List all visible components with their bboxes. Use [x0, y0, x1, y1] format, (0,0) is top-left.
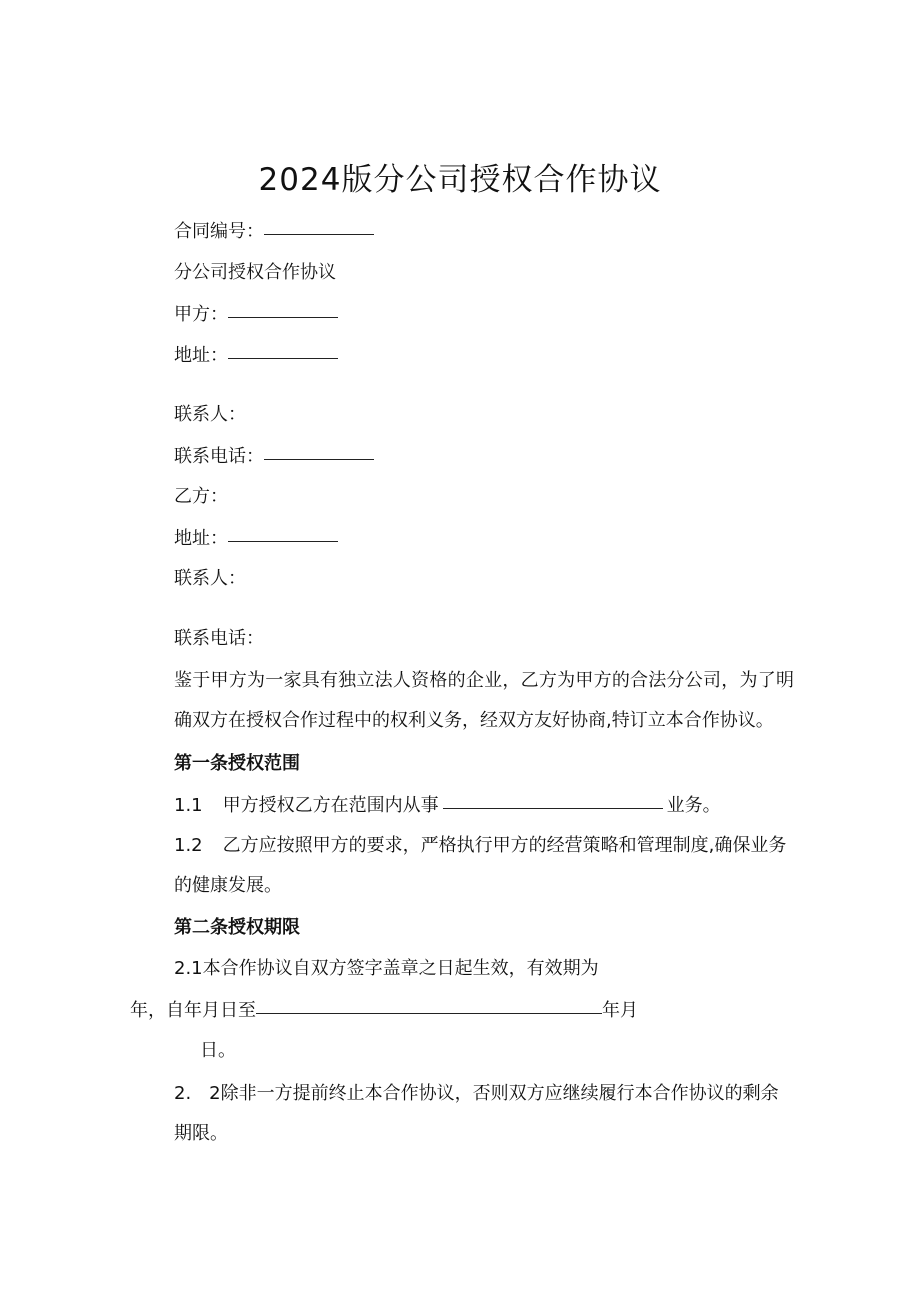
party-b-phone-label: 联系电话： — [174, 628, 264, 649]
party-b-contact-label: 联系人： — [174, 568, 246, 589]
party-a-phone-line — [174, 443, 374, 470]
clause-1-1-text-b: 业务。 — [666, 795, 721, 816]
party-a-line — [174, 301, 338, 328]
party-b-label: 乙方： — [174, 486, 228, 507]
business-scope-blank[interactable] — [443, 790, 663, 809]
clause-2-1-line1: 2.1本合作协议自双方签字盖章之日起生效，有效期为 — [174, 958, 599, 979]
clause-2-1-line3: 日。 — [200, 1040, 236, 1061]
clause-1-2-number: 1.2 — [174, 835, 203, 856]
agreement-subtitle: 分公司授权合作协议 — [174, 262, 336, 283]
article2-heading: 第二条授权期限 — [174, 917, 300, 938]
party-a-blank[interactable] — [228, 299, 338, 318]
party-b-address-line — [174, 525, 338, 552]
clause-2-1-line2 — [130, 997, 638, 1024]
clause-1-1 — [174, 792, 721, 819]
clause-1-2 — [174, 826, 794, 906]
end-date-blank[interactable] — [256, 995, 602, 1014]
contract-number-blank[interactable] — [264, 216, 374, 235]
party-a-address-line — [174, 342, 338, 369]
clause-2-1-text-a: 年，自年月日至 — [130, 1000, 256, 1021]
clause-2-2: 2. 2除非一方提前终止本合作协议，否则双方应继续履行本合作协议的剩余期限。 — [174, 1083, 779, 1144]
clause-1-1-number: 1.1 — [174, 795, 203, 816]
party-b-address-blank[interactable] — [228, 523, 338, 542]
party-a-phone-label: 联系电话： — [174, 446, 264, 467]
clause-1-2-text: 乙方应按照甲方的要求，严格执行甲方的经营策略和管理制度,确保业务的健康发展。 — [174, 835, 787, 896]
clause-1-1-text-a: 甲方授权乙方在范围内从事 — [222, 795, 439, 816]
party-a-phone-blank[interactable] — [264, 441, 374, 460]
document-title: 2024版分公司授权合作协议 — [258, 162, 662, 198]
article1-heading: 第一条授权范围 — [174, 753, 300, 774]
party-a-label: 甲方： — [174, 304, 228, 325]
contract-number-line — [174, 218, 374, 245]
party-a-address-label: 地址： — [174, 345, 228, 366]
party-a-contact-label: 联系人： — [174, 404, 246, 425]
preamble-paragraph: 鉴于甲方为一家具有独立法人资格的企业，乙方为甲方的合法分公司，为了明确双方在授权合作过程中的权利义务，经双方友好协商,特订立本合作协议。 — [174, 670, 794, 731]
party-a-address-blank[interactable] — [228, 340, 338, 359]
clause-2-1-text-b: 年月 — [602, 1000, 638, 1021]
party-b-address-label: 地址： — [174, 528, 228, 549]
contract-number-label: 合同编号： — [174, 221, 264, 242]
